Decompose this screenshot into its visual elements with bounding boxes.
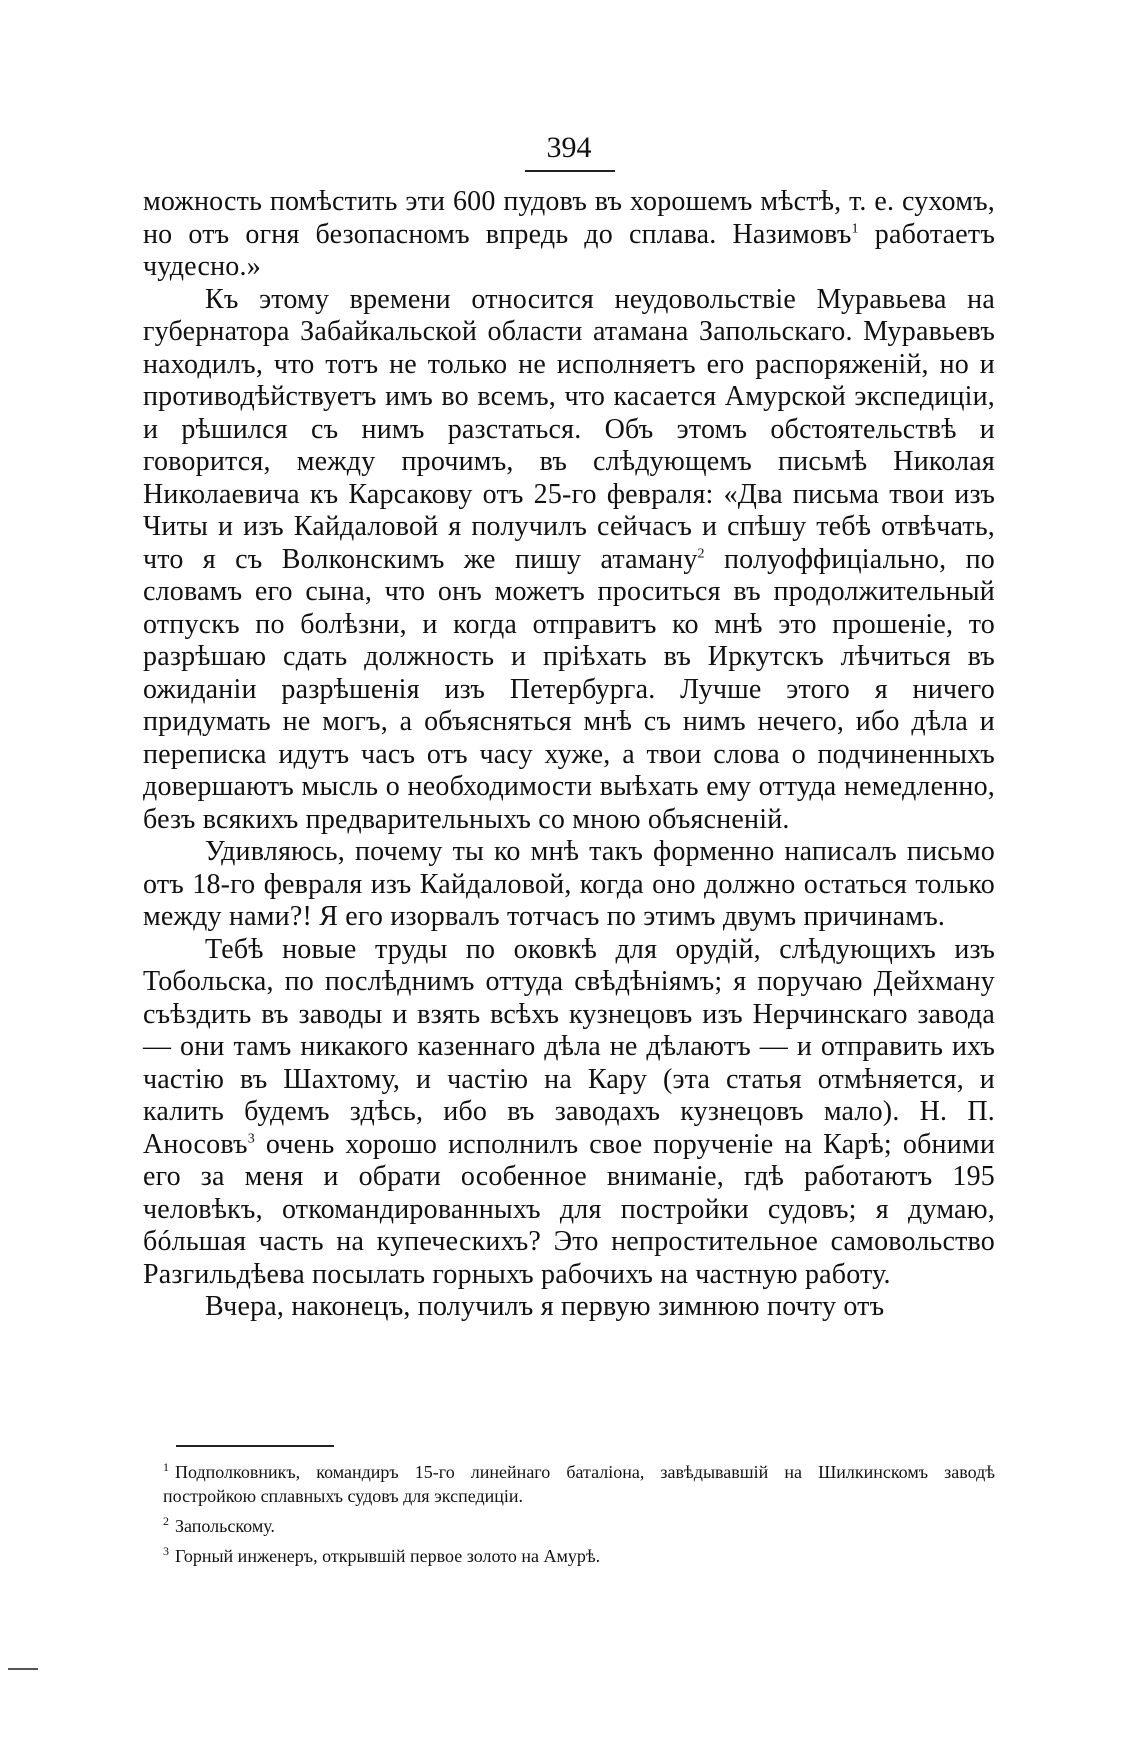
footnotes bbox=[163, 1460, 995, 1574]
footnote bbox=[163, 1460, 995, 1508]
footnote-separator bbox=[176, 1445, 334, 1447]
footnote-mark: 2 bbox=[163, 1514, 169, 1528]
footnote bbox=[163, 1544, 995, 1568]
paragraph-text: Вчера, наконецъ, получилъ я первую зимнюю почту отъ bbox=[205, 1291, 885, 1322]
margin-mark bbox=[8, 1668, 38, 1670]
paragraph-text: Удивляюсь, почему ты ко мнѣ такъ форменно написалъ письмо отъ 18-го февраля изъ Кайдаловой, когда оно должно остаться только между нами?! Я его изорвалъ тотчасъ по этимъ двумъ причинамъ. bbox=[143, 836, 995, 932]
paragraph bbox=[143, 1291, 995, 1324]
footnote-mark: 3 bbox=[163, 1544, 169, 1558]
paragraph-text: можность помѣстить эти 600 пудовъ въ хорошемъ мѣстѣ, т. е. сухомъ, но отъ огня безопасномъ впредь до сплава. Назимовъ bbox=[143, 186, 995, 250]
footnote-ref: 1 bbox=[851, 221, 859, 237]
footnote-ref: 3 bbox=[247, 1131, 255, 1147]
paragraph-text: работаетъ чудесно.» bbox=[143, 218, 995, 282]
paragraph-text: полуоффиціально, по словамъ его сына, что онъ можетъ проситься въ продолжительный отпускъ по болѣзни, и когда отправитъ ко мнѣ это прошеніе, то разрѣшаю сдать должность и пріѣхать въ Иркутскъ лѣчиться въ ожиданіи разрѣшенія изъ Петербурга. Лучше этого я ничего придумать не могъ, а объясняться мнѣ съ нимъ нечего, ибо дѣла и переписка идутъ часъ отъ часу хуже, а твои слова о подчиненныхъ довершаютъ мысль о необходимости выѣхать ему оттуда немедленно, безъ всякихъ предварительныхъ со мною объясненій. bbox=[143, 543, 995, 835]
paragraph-text: очень хорошо исполнилъ свое порученіе на Карѣ; обними его за меня и обрати особенное вниманіе, гдѣ работаютъ 195 человѣкъ, откомандированныхъ для постройки судовъ; я думаю, бóльшая часть на купеческихъ? Это непростительное самовольство Разгильдѣева посылать горныхъ рабочихъ на частную работу. bbox=[143, 1128, 995, 1290]
footnote-mark: 1 bbox=[163, 1460, 169, 1474]
page-number: 394 bbox=[546, 131, 592, 164]
paragraph bbox=[143, 186, 995, 284]
footnote-text: Горный инженеръ, открывшій первое золото на Амурѣ. bbox=[175, 1546, 601, 1566]
page-number-rule bbox=[525, 170, 615, 172]
body-text bbox=[143, 186, 995, 1324]
footnote bbox=[163, 1514, 995, 1538]
paragraph-text: Тебѣ новые труды по оковкѣ для орудій, слѣдующихъ изъ Тобольска, по послѣднимъ оттуда свѣдѣніямъ; я поручаю Дейхману съѣздить въ заводы и взять всѣхъ кузнецовъ изъ Нерчинскаго завода — они тамъ никакого казеннаго дѣла не дѣлаютъ — и отправить ихъ частію въ Шахтому, и частію на Кару (эта статья отмѣняется, и калить будемъ здѣсь, ибо въ заводахъ кузнецовъ мало). Н. П. Аносовъ bbox=[143, 933, 995, 1160]
footnote-ref: 2 bbox=[697, 546, 705, 562]
paragraph-text: Къ этому времени относится неудовольствіе Муравьева на губернатора Забайкальской области атамана Запольскаго. Муравьевъ находилъ, что тотъ не только не исполняетъ его распоряженій, но и противодѣйствуетъ имъ во всемъ, что касается Амурской экспедиціи, и рѣшился съ нимъ разстаться. Объ этомъ обстоятельствѣ и говорится, между прочимъ, въ слѣдующемъ письмѣ Николая Николаевича къ Карсакову отъ 25-го февраля: «Два письма твои изъ Читы и изъ Кайдаловой я получилъ сейчасъ и спѣшу тебѣ отвѣчать, что я съ Волконскимъ же пишу атаману bbox=[143, 283, 995, 575]
paragraph bbox=[143, 836, 995, 934]
footnote-text: Подполковникъ, командиръ 15-го линейнаго баталіона, завѣдывавшій на Шилкинскомъ заводѣ постройкою сплавныхъ судовъ для экспедиціи. bbox=[163, 1462, 995, 1506]
footnote-text: Запольскому. bbox=[175, 1516, 275, 1536]
paragraph bbox=[143, 934, 995, 1292]
paragraph bbox=[143, 284, 995, 837]
